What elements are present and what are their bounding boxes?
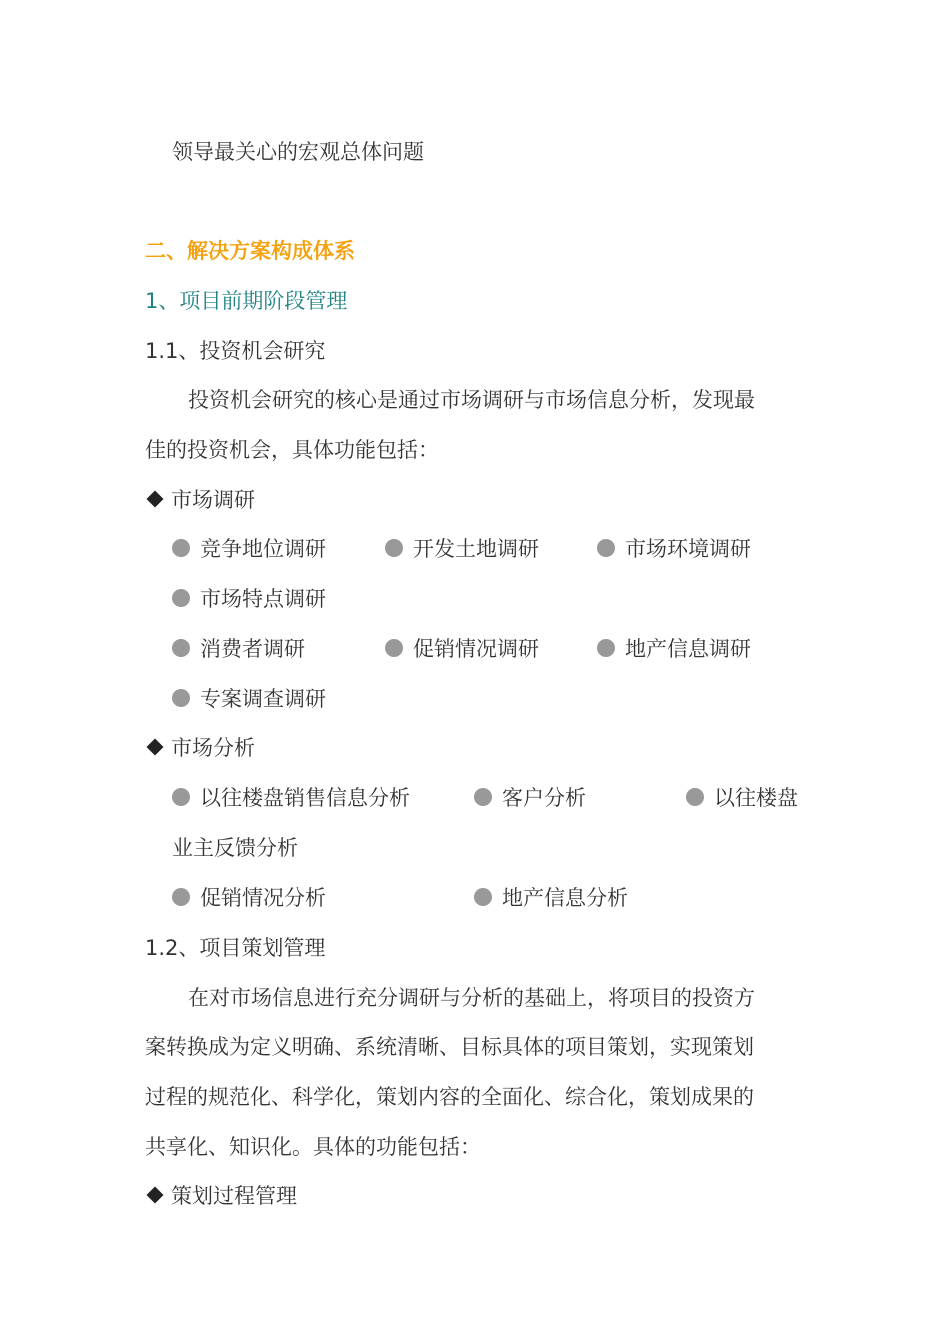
section-title: 二、解决方案构成体系 (145, 239, 355, 263)
list-item: 开发土地调研 (385, 524, 539, 574)
list-item: 以往楼盘销售信息分析 (172, 773, 410, 823)
diamond-bullet-icon (147, 1187, 164, 1204)
list-item-continuation: 业主反馈分析 (172, 836, 298, 860)
planning-process-heading (145, 1171, 297, 1221)
para-1-2-line: 案转换成为定义明确、系统清晰、目标具体的项目策划，实现策划 (145, 1035, 754, 1059)
list-item: 市场环境调研 (597, 524, 751, 574)
gray-dot-icon (597, 639, 615, 657)
list-item: 以往楼盘 (686, 773, 798, 823)
gray-dot-icon (474, 888, 492, 906)
market-analysis-heading-label: 市场分析 (171, 736, 255, 760)
gray-dot-icon (686, 788, 704, 806)
list-item: 地产信息分析 (474, 873, 628, 923)
diamond-bullet-icon (147, 491, 164, 508)
para-1-1-line: 投资机会研究的核心是通过市场调研与市场信息分析，发现最 (188, 388, 755, 412)
sub-1-1-title: 1.1、投资机会研究 (145, 339, 326, 363)
para-1-2-line: 共享化、知识化。具体的功能包括： (145, 1135, 481, 1159)
list-item: 竞争地位调研 (172, 524, 326, 574)
list-item: 地产信息调研 (597, 624, 751, 674)
planning-process-heading-label: 策划过程管理 (171, 1184, 297, 1208)
market-analysis-heading (145, 723, 255, 773)
list-item: 促销情况分析 (172, 873, 326, 923)
subsection-title: 1、项目前期阶段管理 (145, 289, 348, 313)
list-item: 促销情况调研 (385, 624, 539, 674)
para-1-2-line: 在对市场信息进行充分调研与分析的基础上，将项目的投资方 (188, 986, 755, 1010)
gray-dot-icon (172, 539, 190, 557)
list-item: 专案调查调研 (172, 674, 326, 724)
para-1-2-line: 过程的规范化、科学化，策划内容的全面化、综合化，策划成果的 (145, 1085, 754, 1109)
sub-1-2-title: 1.2、项目策划管理 (145, 936, 326, 960)
list-item: 消费者调研 (172, 624, 305, 674)
gray-dot-icon (474, 788, 492, 806)
gray-dot-icon (385, 539, 403, 557)
para-1-1-line: 佳的投资机会，具体功能包括： (145, 438, 439, 462)
gray-dot-icon (597, 539, 615, 557)
list-item: 市场特点调研 (172, 574, 326, 624)
list-item: 客户分析 (474, 773, 586, 823)
gray-dot-icon (172, 689, 190, 707)
market-research-heading-label: 市场调研 (171, 488, 255, 512)
intro-text: 领导最关心的宏观总体问题 (172, 140, 424, 164)
gray-dot-icon (172, 589, 190, 607)
gray-dot-icon (172, 639, 190, 657)
market-research-heading (145, 475, 255, 525)
gray-dot-icon (172, 888, 190, 906)
gray-dot-icon (172, 788, 190, 806)
diamond-bullet-icon (147, 739, 164, 756)
gray-dot-icon (385, 639, 403, 657)
